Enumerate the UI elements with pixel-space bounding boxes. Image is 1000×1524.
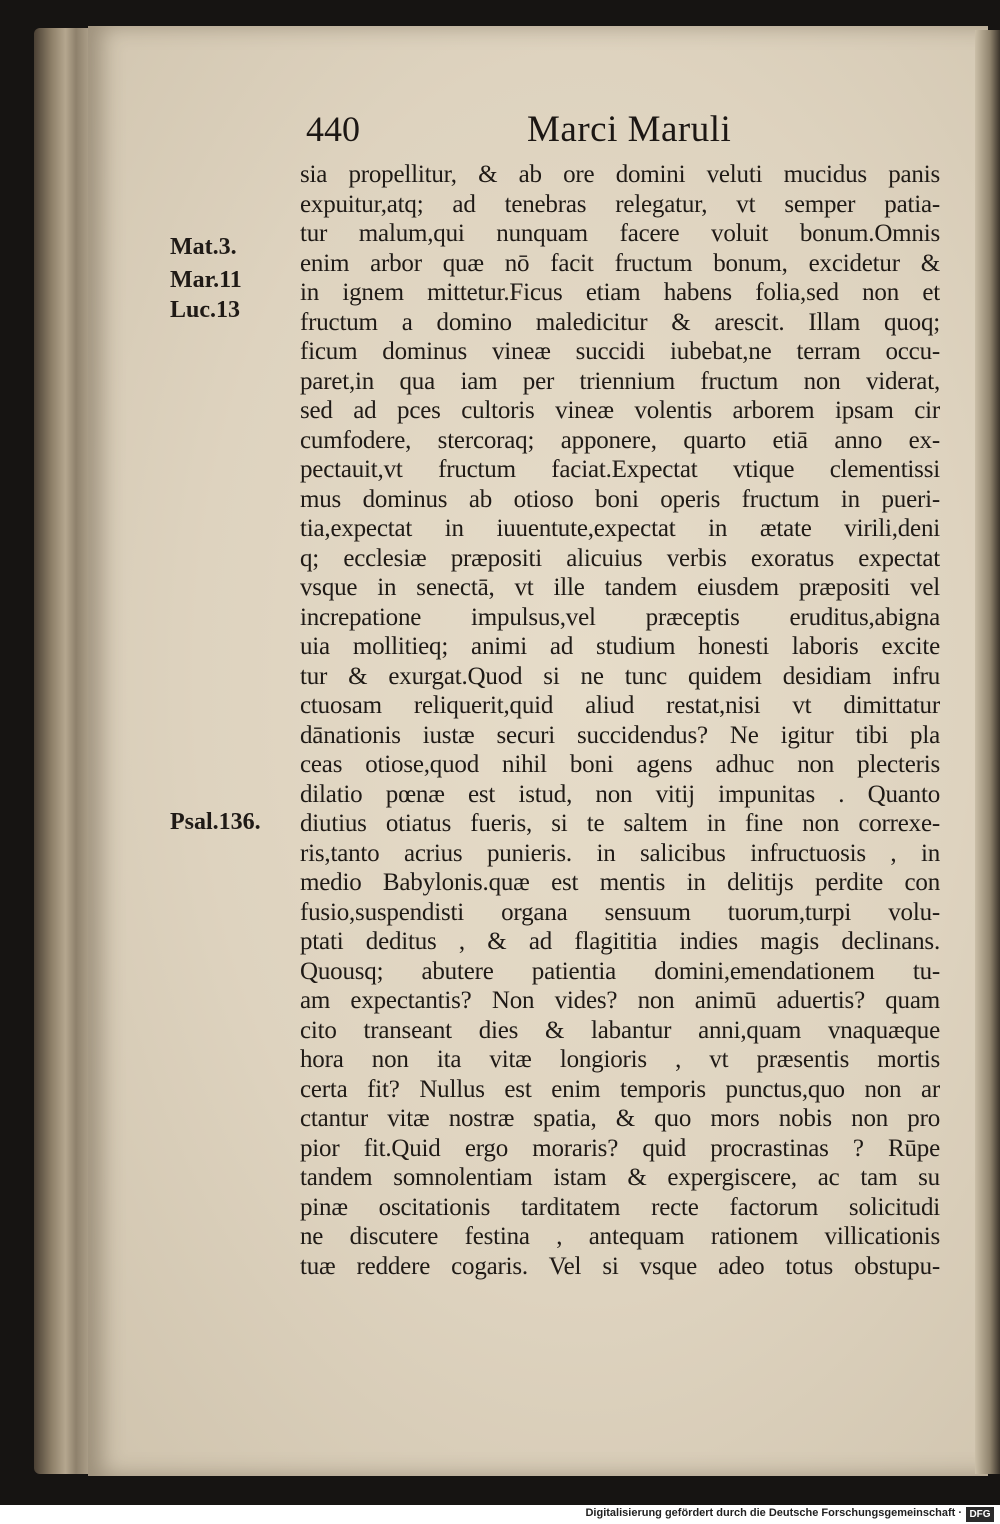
text-line: dānationis iustæ securi succidendus? Ne igitur tibi pla [300,721,940,749]
text-line: diutius otiatus fueris, si te saltem in fine non correxe- [300,810,940,837]
text-line: pinæ oscitationis tarditatem recte factorum solicitudi [300,1193,940,1221]
text-line: tandem somnolentiam istam & expergiscere, ac tam su [300,1164,940,1191]
text-line: ficum dominus vineæ succidi iubebat,ne terram occu- [300,338,940,365]
text-line: in ignem mittetur.Ficus etiam habens folia,sed non et [300,279,940,306]
text-line: vsque in senectā, vt ille tandem eiusdem præpositi vel [300,574,940,601]
text-line: medio Babylonis.quæ est mentis in delitijs perdite con [300,869,940,896]
text-line: enim arbor quæ nō facit fructum bonum, excidetur & [300,249,940,277]
text-line: dilatio pœnæ est istud, non vitij impunitas . Quanto [300,780,940,808]
text-line: ptati deditus , & ad flagititia indies magis declinans. [300,928,940,955]
running-head: Marci Maruli [527,109,732,150]
page-number: 440 [306,109,360,149]
margin-note-psal: Psal.136. [170,809,261,835]
text-line: Quousq; abutere patientia domini,emendationem tu- [300,957,940,985]
text-line: ceas otiose,quod nihil boni agens adhuc non plecteris [300,751,940,778]
text-line: am expectantis? Non vides? non animū aduertis? quam [300,987,940,1014]
margin-note-mat: Mat.3. [170,234,237,260]
text-line: mus dominus ab otioso boni operis fructum in pueri- [300,485,940,513]
text-line: sed ad pces cultoris vineæ volentis arborem ipsam cir [300,397,940,424]
text-line: expuitur,atq; ad tenebras relegatur, vt semper patia- [300,190,940,218]
text-line: tur & exurgat.Quod si ne tunc quidem desidiam infru [300,662,940,690]
footer-bar [0,1505,1000,1524]
text-line: tur malum,qui nunquam facere voluit bonum.Omnis [300,220,940,247]
text-line: paret,in qua iam per triennium fructum non viderat, [300,367,940,395]
margin-note-luc: Luc.13 [170,297,241,323]
text-line: sia propellitur, & ab ore domini veluti mucidus panis [300,161,940,188]
text-line: increpatione impulsus,vel præceptis eruditus,abigna [300,603,940,631]
text-line: pectauit,vt fructum faciat.Expectat vtique clementissi [300,456,940,483]
text-line: cito transeant dies & labantur anni,quam vnaquæque [300,1016,940,1044]
body-text [300,160,940,1281]
text-line: tia,expectat in iuuentute,expectat in ætate virili,deni [300,515,940,542]
page-fold-shadow [975,30,1000,1474]
text-line: certa fit? Nullus est enim temporis punctus,quo non ar [300,1075,940,1103]
text-line: cumfodere, stercoraq; apponere, quarto etiā anno ex- [300,426,940,454]
text-line: fructum a domino maledicitur & arescit. Illam quoq; [300,308,940,336]
footer-credit: Digitalisierung gefördert durch die Deutsche Forschungsgemeinschaft · [585,1507,962,1519]
text-line: fusio,suspendisti organa sensuum tuorum,turpi volu- [300,898,940,926]
page-header [0,108,1000,158]
text-line: tuæ reddere cogaris. Vel si vsque adeo totus obstupu- [300,1252,940,1280]
text-line: hora non ita vitæ longioris , vt præsentis mortis [300,1046,940,1073]
text-line: ne discutere festina , antequam rationem villicationis [300,1223,940,1250]
text-line: ris,tanto acrius punieris. in salicibus infructuosis , in [300,839,940,867]
text-line: uia mollitieq; animi ad studium honesti laboris excite [300,633,940,660]
text-line: ctantur vitæ nostræ spatia, & quo mors nobis non pro [300,1105,940,1132]
text-line: pior fit.Quid ergo moraris? quid procrastinas ? Rūpe [300,1134,940,1162]
margin-note-mar: Mar.11 [170,267,242,293]
dfg-logo[interactable]: DFG [966,1507,994,1522]
text-line: ctuosam reliquerit,quid aliud restat,nisi vt dimittatur [300,692,940,719]
text-line: q; ecclesiæ præpositi alicuius verbis exoratus expectat [300,544,940,572]
